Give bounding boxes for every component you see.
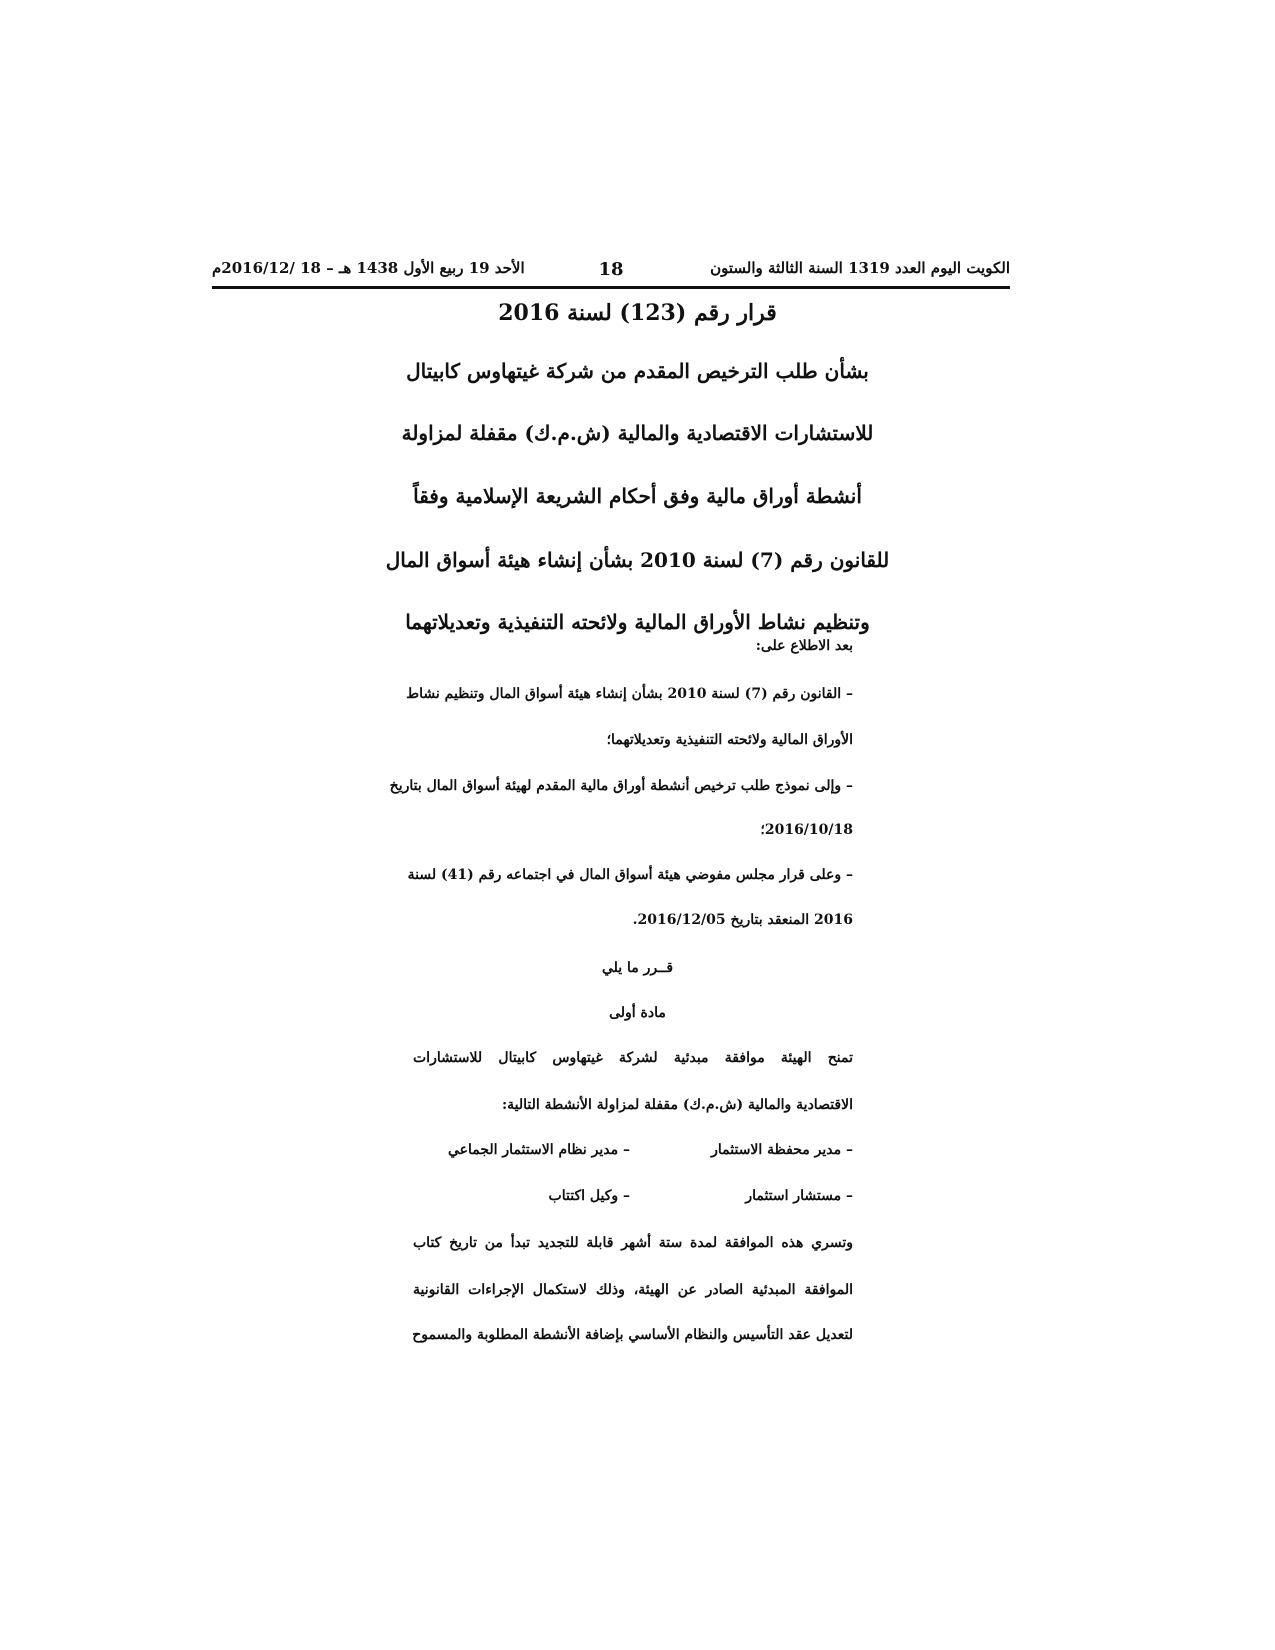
recital-line: 2016 المنعقد بتاريخ 2016/12/05.: [632, 912, 853, 928]
running-header: [212, 255, 1010, 285]
preamble-intro: بعد الاطلاع على:: [755, 638, 853, 654]
activity-item: – مدير محفظة الاستثمار: [711, 1142, 853, 1158]
decision-title: قرار رقم (123) لسنة 2016: [498, 300, 777, 326]
subject-line: أنشطة أوراق مالية وفق أحكام الشريعة الإسلامية وفقاً: [413, 484, 862, 508]
recital-line: الأوراق المالية ولائحته التنفيذية وتعديلاتهما؛: [606, 732, 853, 748]
activity-item: – وكيل اكتتاب: [548, 1188, 630, 1204]
header-rule: [212, 286, 1010, 289]
decided-heading: قــرر ما يلي: [601, 960, 674, 976]
closing-line: الموافقة المبدئية الصادر عن الهيئة، وذلك لاستكمال الإجراءات القانونية: [413, 1282, 853, 1298]
subject-line: للاستشارات الاقتصادية والمالية (ش.م.ك) مقفلة لمزاولة: [401, 421, 874, 445]
header-publication: الكويت اليوم العدد 1319 السنة الثالثة والستون: [710, 259, 1010, 277]
article-body-line: تمنح الهيئة موافقة مبدئية لشركة غيتهاوس كابيتال للاستشارات: [413, 1050, 853, 1066]
header-date: الأحد 19 ربيع الأول 1438 هـ – 18 /2016/12م: [212, 259, 525, 277]
closing-line: لتعديل عقد التأسيس والنظام الأساسي بإضافة الأنشطة المطلوبة والمسموح: [412, 1327, 853, 1343]
article-body-line: الاقتصادية والمالية (ش.م.ك) مقفلة لمزاولة الأنشطة التالية:: [501, 1097, 853, 1113]
subject-line: بشأن طلب الترخيص المقدم من شركة غيتهاوس كابيتال: [406, 359, 869, 383]
activity-item: – مدير نظام الاستثمار الجماعي: [447, 1142, 630, 1158]
recital-line: – وعلى قرار مجلس مفوضي هيئة أسواق المال في اجتماعه رقم (41) لسنة: [407, 867, 853, 883]
subject-line: وتنظيم نشاط الأوراق المالية ولائحته التنفيذية وتعديلاتهما: [405, 610, 870, 634]
header-page-number: 18: [598, 259, 624, 280]
article-title: مادة أولى: [609, 1005, 666, 1021]
subject-line: للقانون رقم (7) لسنة 2010 بشأن إنشاء هيئة أسواق المال: [385, 548, 890, 572]
recital-line: – القانون رقم (7) لسنة 2010 بشأن إنشاء هيئة أسواق المال وتنظيم نشاط: [406, 686, 853, 702]
recital-line: 2016/10/18؛: [760, 822, 853, 838]
recital-line: – وإلى نموذج طلب ترخيص أنشطة أوراق مالية المقدم لهيئة أسواق المال بتاريخ: [389, 778, 853, 794]
activity-item: – مستشار استثمار: [745, 1188, 853, 1204]
closing-line: وتسري هذه الموافقة لمدة ستة أشهر قابلة للتجديد تبدأ من تاريخ كتاب: [413, 1235, 853, 1251]
